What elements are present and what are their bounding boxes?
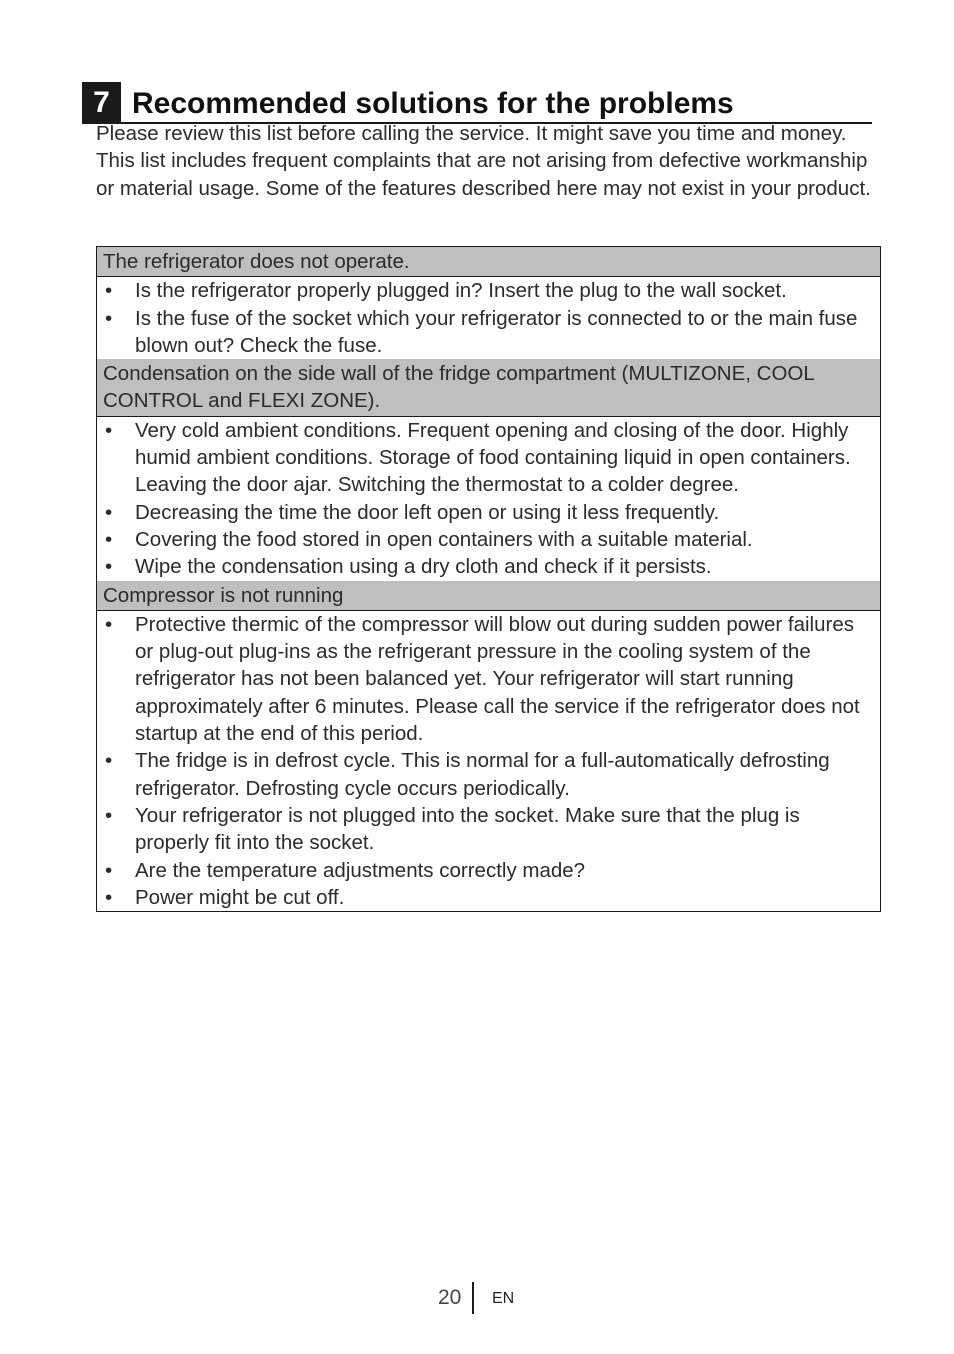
solution-item bbox=[103, 277, 874, 304]
solution-item bbox=[103, 747, 874, 802]
solutions-list bbox=[97, 277, 881, 359]
solutions-row bbox=[97, 277, 881, 359]
bullet-icon: • bbox=[105, 527, 113, 551]
solution-item bbox=[103, 611, 874, 747]
solution-text: Decreasing the time the door left open or using it less frequently. bbox=[135, 500, 720, 524]
solutions-row bbox=[97, 610, 881, 911]
page-footer bbox=[0, 1282, 954, 1316]
solution-text: Covering the food stored in open containers with a suitable material. bbox=[135, 527, 753, 551]
bullet-icon: • bbox=[105, 418, 113, 442]
solution-text: Your refrigerator is not plugged into the socket. Make sure that the plug is properly fit into the socket. bbox=[135, 803, 800, 855]
bullet-icon: • bbox=[105, 306, 113, 330]
solutions-list bbox=[97, 610, 881, 911]
solution-item bbox=[103, 802, 874, 857]
solutions-list bbox=[97, 416, 881, 580]
solution-item bbox=[103, 857, 874, 884]
chapter-heading bbox=[82, 82, 872, 124]
solution-item bbox=[103, 499, 874, 526]
solution-text: The fridge is in defrost cycle. This is normal for a full-automatically defrosting refrigerator. Defrosting cycle occurs periodically. bbox=[135, 749, 830, 800]
chapter-title: Recommended solutions for the problems bbox=[132, 87, 734, 120]
bullet-icon: • bbox=[105, 500, 113, 524]
page-number: 20 bbox=[438, 1286, 462, 1309]
chapter-number: 7 bbox=[82, 82, 121, 124]
bullet-icon: • bbox=[105, 803, 113, 827]
problem-title: The refrigerator does not operate. bbox=[97, 247, 881, 277]
bullet-icon: • bbox=[105, 749, 113, 773]
solution-text: Protective thermic of the compressor will blow out during sudden power failures or plug-out plug-ins as the refrigerant pressure in the cooling system of the refrigerator has not been balanced yet. Your refrigerator will start running approximately after 6 minutes. Please call the service if the refrigerator does not startup at the end of this period. bbox=[135, 612, 860, 746]
bullet-icon: • bbox=[105, 279, 113, 303]
solution-text: Power might be cut off. bbox=[135, 885, 345, 909]
solution-item bbox=[103, 884, 874, 911]
solution-text: Are the temperature adjustments correctly made? bbox=[135, 858, 586, 882]
problem-row bbox=[97, 581, 881, 611]
language-code: EN bbox=[492, 1290, 515, 1307]
intro-paragraph: Please review this list before calling the service. It might save you time and money. This list includes frequent complaints that are not arising from defective workmanship or material usage. Some of the features described here may not exist in your product. bbox=[96, 122, 871, 200]
solutions-row bbox=[97, 416, 881, 580]
bullet-icon: • bbox=[105, 858, 113, 882]
troubleshooting-table-body bbox=[97, 247, 881, 912]
problem-title: Compressor is not running bbox=[97, 581, 881, 611]
problem-row bbox=[97, 247, 881, 277]
solution-text: Wipe the condensation using a dry cloth and check if it persists. bbox=[135, 555, 712, 579]
solution-text: Is the fuse of the socket which your refrigerator is connected to or the main fuse blown out? Check the fuse. bbox=[135, 306, 858, 357]
solution-text: Is the refrigerator properly plugged in? Insert the plug to the wall socket. bbox=[135, 279, 787, 303]
solution-item bbox=[103, 305, 874, 360]
troubleshooting-table bbox=[96, 246, 881, 912]
solution-item bbox=[103, 526, 874, 553]
problem-row bbox=[97, 359, 881, 416]
bullet-icon: • bbox=[105, 885, 113, 909]
solution-item bbox=[103, 553, 874, 580]
problem-title: Condensation on the side wall of the fridge compartment (MULTIZONE, COOL CONTROL and FLEXI ZONE). bbox=[97, 359, 881, 416]
solution-text: Very cold ambient conditions. Frequent opening and closing of the door. Highly humid ambient conditions. Storage of food containing liquid in open containers. Leaving the door ajar. Switching the thermostat to a colder degree. bbox=[135, 418, 851, 497]
bullet-icon: • bbox=[105, 555, 113, 579]
footer-divider bbox=[472, 1282, 474, 1314]
bullet-icon: • bbox=[105, 612, 113, 636]
solution-item bbox=[103, 417, 874, 499]
